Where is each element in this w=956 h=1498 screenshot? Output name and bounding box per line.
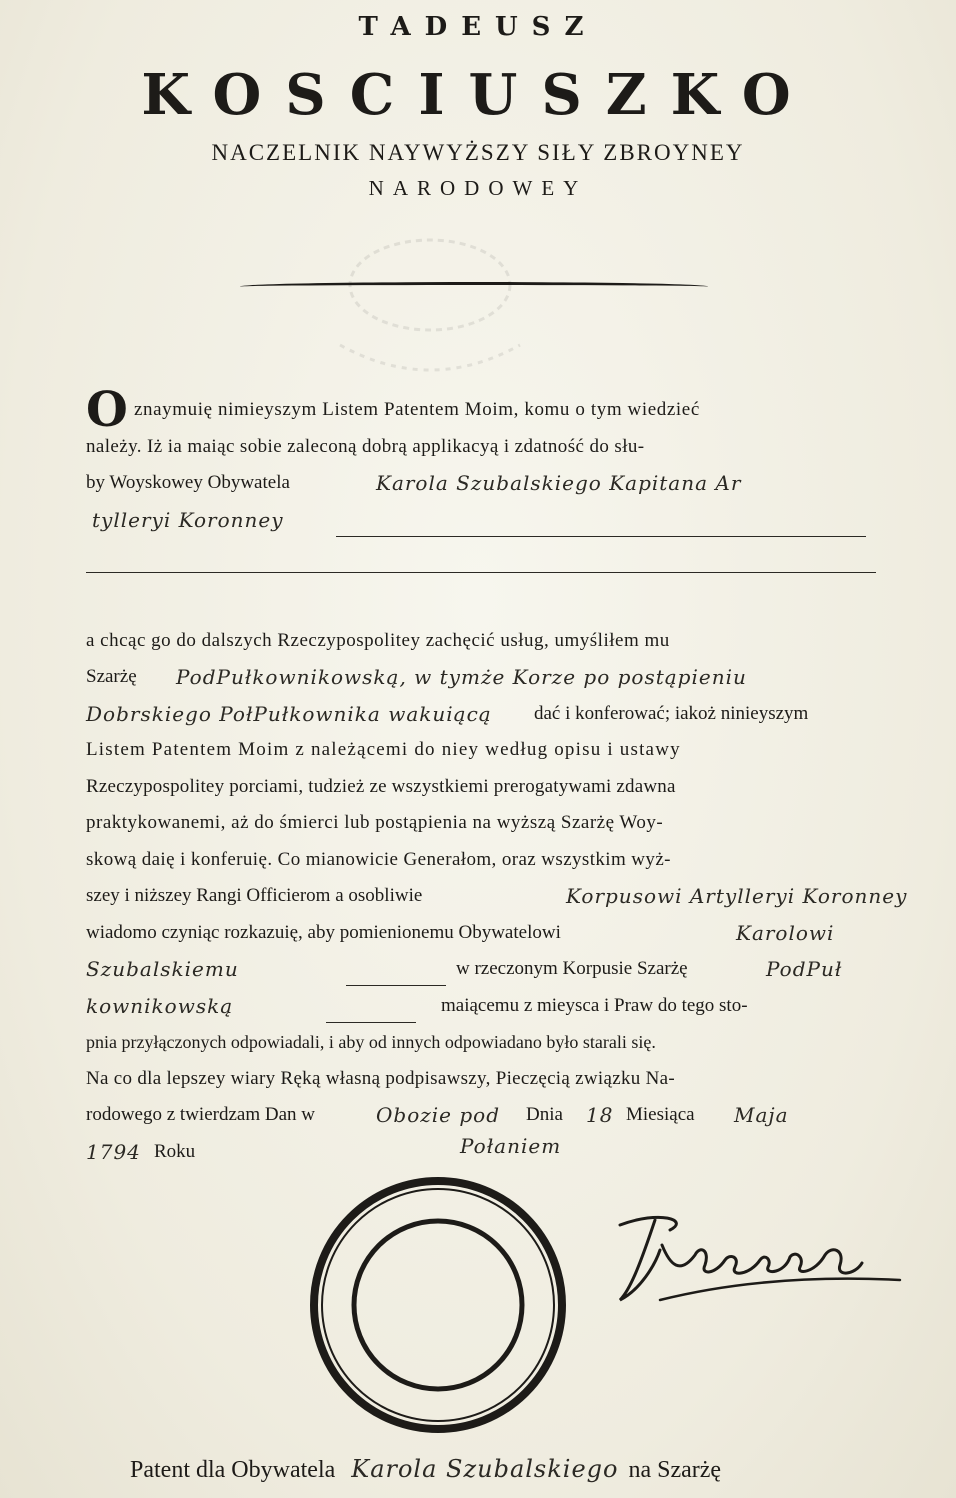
body-line [86, 429, 878, 466]
header-title-line1: NACZELNIK NAYWYŻSZY SIŁY ZBROYNEY [211, 140, 745, 165]
body-line [86, 502, 878, 539]
handwritten-entry: PodPułkownikowską, w tymże Korze po postąpieniu [176, 665, 747, 689]
body-line [86, 1097, 878, 1134]
body-line [86, 1061, 878, 1098]
body-line [86, 623, 878, 660]
body-line [86, 659, 878, 696]
handwritten-entry: Korpusowi Artylleryi Koronney [566, 884, 908, 908]
handwritten-entry: 18 [586, 1103, 614, 1127]
footer-text-run: na Szarżę [628, 1457, 722, 1483]
header-title-line2: NARODOWEY [368, 176, 588, 200]
body-text-run: praktykowanemi, aż do śmierci lub postąpienia na wyższą Szarżę Woy- [86, 812, 664, 833]
header-first-name: TADEUSZ [358, 12, 598, 42]
body-text-run: Miesiąca [626, 1104, 695, 1125]
body-line [86, 988, 878, 1025]
body-spacer [86, 575, 878, 623]
body-line [86, 382, 878, 438]
body-text-run: by Woyskowey Obywatela [86, 472, 290, 493]
body-text-run: Rzeczypospolitey porciami, tudzież ze wszystkiemi prerogatywami zdawna [86, 775, 676, 797]
handwritten-entry: kownikowską [86, 993, 234, 1018]
handwritten-entry: Obozie pod [376, 1103, 501, 1127]
body-text-run: rodowego z twierdzam Dan w [86, 1104, 315, 1125]
header-divider-rule [240, 282, 708, 291]
drop-cap: O [86, 382, 128, 438]
handwritten-entry: Szubalskiemu [86, 957, 239, 981]
body-text-run: Roku [154, 1140, 196, 1162]
header-last-name: KOSCIUSZKO [141, 62, 815, 128]
body-text-run: skową daię i konferuię. Co mianowicie Generałom, oraz wszystkim wyż- [86, 848, 671, 870]
handwritten-entry: PodPuł [766, 957, 843, 981]
body-line [86, 696, 878, 733]
handwritten-entry: Maja [734, 1103, 789, 1127]
handwritten-entry: Karola Szubalskiego Kapitana Ar [376, 471, 742, 495]
body-text-run: wiadomo czyniąc rozkazuię, aby pomienionemu Obywatelowi [86, 921, 561, 943]
handwritten-entry: 1794 [86, 1139, 141, 1164]
body-text-run: Szarżę [86, 666, 137, 687]
handwritten-entry: tylleryi Koronney [92, 507, 284, 532]
handwritten-entry: Dobrskiego PołPułkownika wakuiącą [86, 701, 492, 726]
body-line [86, 805, 878, 842]
body-text-run: należy. Iż ia maiąc sobie zaleconą dobrą applikacyą i zdatność do słu- [86, 435, 645, 457]
patent-body [86, 382, 908, 1170]
body-text-run: Na co dla lepszey wiary Ręką własną podpisawszy, Pieczęcią związku Na- [86, 1067, 676, 1089]
body-line [86, 465, 878, 502]
document-footer [130, 1455, 870, 1484]
body-text-run: a chcąc go do dalszych Rzeczypospolitey zachęcić usług, umyśliłem mu [86, 629, 670, 651]
handwritten-entry: Karolowi [736, 920, 835, 945]
body-line [86, 1024, 878, 1061]
body-line [86, 878, 908, 915]
faded-ornament-watermark [300, 225, 560, 395]
body-line [86, 842, 878, 879]
footer-text-run: Patent dla Obywatela [130, 1457, 336, 1483]
body-text-run: Listem Patentem Moim z należącemi do niey według opisu i ustawy [86, 739, 681, 760]
handwritten-place: Połaniem [460, 1134, 562, 1158]
body-text-run: maiącemu z mieysca i Praw do tego sto- [441, 994, 748, 1016]
body-text-run: znaymuię nimieyszym Listem Patentem Moim, komu o tym wiedzieć [134, 399, 700, 420]
body-text-run: pnia przyłączonych odpowiadali, i aby od innych odpowiadano było starali się. [86, 1032, 656, 1052]
kosciuszko-signature [600, 1205, 910, 1315]
handwritten-entry: Karola Szubalskiego [351, 1455, 619, 1483]
body-text-run: dać i konferować; iakoż ninieyszym [534, 702, 809, 724]
body-text-run: Dnia [526, 1104, 563, 1125]
body-text-run: szey i niższey Rangi Officierom a osobliwie [86, 885, 423, 906]
body-line [86, 538, 878, 575]
seal-stamp [308, 1175, 568, 1435]
body-line [86, 951, 878, 988]
body-text-run: w rzeczonym Korpusie Szarżę [456, 958, 688, 979]
body-line [86, 732, 878, 769]
body-line [86, 769, 878, 806]
body-line [86, 915, 878, 952]
